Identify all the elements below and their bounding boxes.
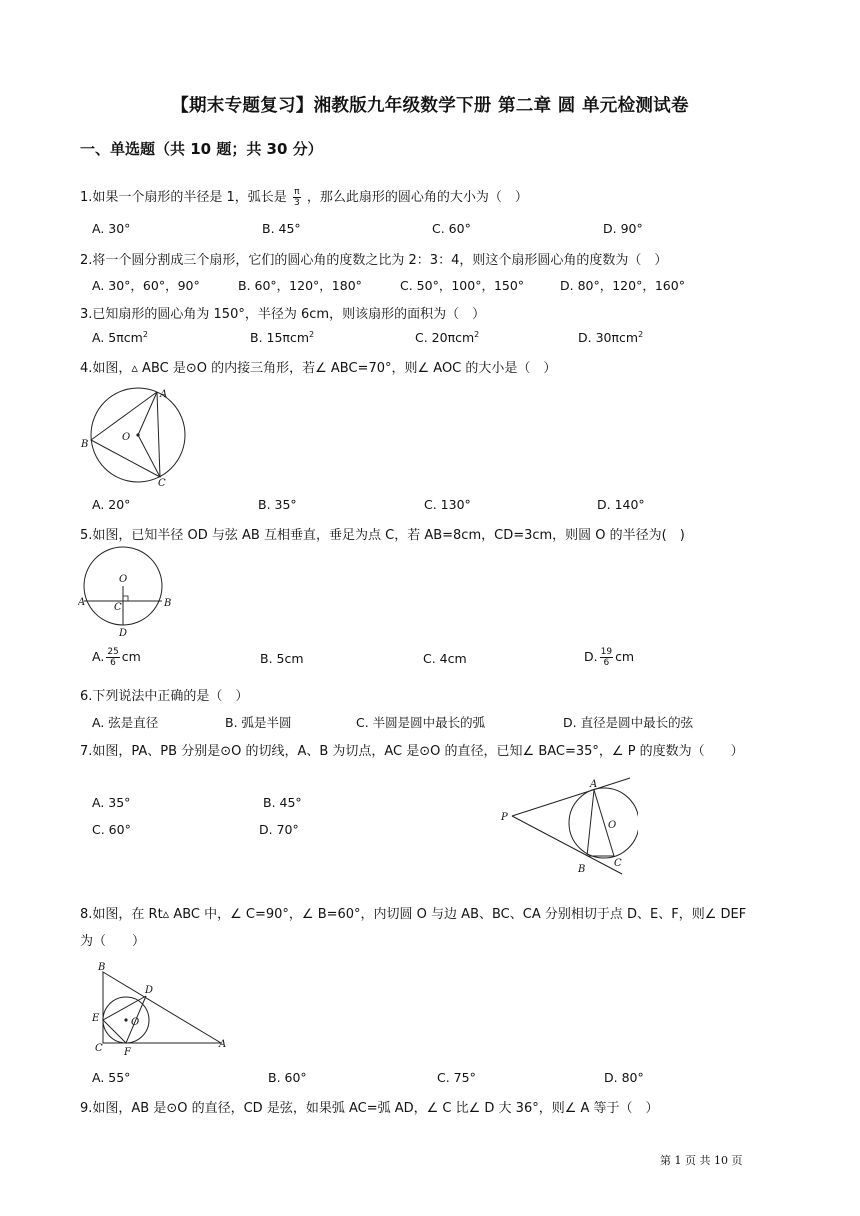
- question-3: 3.已知扇形的圆心角为 150°，半径为 6cm，则该扇形的面积为（ ）: [80, 307, 486, 322]
- q1-option-d[interactable]: D. 90°: [603, 221, 643, 236]
- q7-figure-tangents: [498, 776, 638, 880]
- q4-option-d[interactable]: D. 140°: [597, 497, 645, 512]
- fraction-numerator: π: [294, 187, 300, 197]
- q5-option-a-fraction: [106, 647, 119, 668]
- fraction-denominator: 3: [293, 198, 300, 208]
- q2-option-d[interactable]: D. 80°，120°，160°: [560, 278, 685, 293]
- fraction-denominator: 6: [110, 658, 116, 668]
- q1-option-c[interactable]: C. 60°: [432, 221, 471, 236]
- q3-option-a[interactable]: [92, 330, 148, 345]
- q5-figure-perpendicular-chord: [78, 544, 178, 638]
- q7-option-b[interactable]: B. 45°: [263, 795, 302, 810]
- q7-option-d[interactable]: D. 70°: [259, 822, 299, 837]
- question-5: 5.如图，已知半径 OD 与弦 AB 互相垂直，垂足为点 C，若 AB=8cm，CD=3cm，则圆 O 的半径为( ): [80, 528, 685, 543]
- q4-radii: [138, 392, 160, 477]
- q7-label-o: O: [608, 820, 617, 831]
- q8-label-a: A: [219, 1039, 227, 1050]
- q8-option-d[interactable]: D. 80°: [604, 1070, 644, 1085]
- fraction-numerator: 25: [107, 647, 119, 657]
- q8-option-a[interactable]: A. 55°: [92, 1070, 131, 1085]
- q3-option-b[interactable]: [250, 330, 314, 345]
- section-heading: 一、单选题（共 10 题；共 30 分）: [80, 140, 323, 158]
- q8-label-b: B: [98, 962, 106, 973]
- q2-option-c[interactable]: C. 50°，100°，150°: [400, 278, 525, 293]
- q4-label-c: C: [158, 478, 166, 486]
- q5-option-d[interactable]: [584, 647, 634, 668]
- q5-option-d-fraction: [600, 647, 613, 668]
- q5-option-a-prefix: A.: [92, 649, 105, 664]
- q5-label-a: A: [78, 597, 86, 608]
- question-8-line-2: 为（ ）: [80, 934, 146, 949]
- superscript: 2: [309, 330, 315, 339]
- question-8-line-1: 8.如图，在 Rt▵ ABC 中，∠ C=90°，∠ B=60°，内切圆 O 与边 AB、BC、CA 分别相切于点 D、E、F，则∠ DEF: [80, 907, 747, 922]
- q4-option-a[interactable]: A. 20°: [92, 497, 131, 512]
- q3-option-d-text: D. 30πcm: [578, 330, 639, 346]
- q5-option-d-prefix: D.: [584, 649, 598, 664]
- q6-option-c[interactable]: C. 半圆是圆中最长的弧: [356, 715, 486, 730]
- q8-label-e: E: [92, 1013, 100, 1024]
- q4-label-b: B: [81, 439, 89, 450]
- q6-option-a[interactable]: A. 弦是直径: [92, 715, 159, 730]
- q8-figure-incircle: [88, 958, 238, 1060]
- q8-triangle: [103, 972, 221, 1043]
- question-9: 9.如图，AB 是⊙O 的直径，CD 是弦，如果弧 AC=弧 AD，∠ C 比∠ D 大 36°，则∠ A 等于（ ）: [80, 1101, 659, 1116]
- question-1-text-b: ，那么此扇形的圆心角的大小为（ ）: [306, 190, 528, 205]
- superscript: 2: [474, 330, 480, 339]
- q8-label-f: F: [124, 1047, 131, 1058]
- q7-chord-ab: [587, 790, 594, 856]
- fraction-numerator: 19: [600, 647, 613, 657]
- q6-option-d[interactable]: D. 直径是圆中最长的弦: [563, 715, 694, 730]
- question-4: 4.如图，▵ ABC 是⊙O 的内接三角形，若∠ ABC=70°，则∠ AOC 的大小是（ ）: [80, 361, 557, 376]
- q5-label-o: O: [119, 574, 128, 585]
- q3-option-c-text: C. 20πcm: [415, 330, 475, 346]
- q8-label-c: C: [95, 1043, 103, 1054]
- arc-length-fraction: [293, 187, 301, 208]
- question-2: 2.将一个圆分割成三个扇形，它们的圆心角的度数之比为 2：3：4，则这个扇形圆心角的度数为（ ）: [80, 253, 668, 268]
- q8-option-b[interactable]: B. 60°: [268, 1070, 307, 1085]
- q8-label-o: O: [131, 1017, 140, 1028]
- q5-label-b: B: [164, 598, 172, 609]
- q7-tangent-pb: [512, 816, 622, 874]
- q8-option-c[interactable]: C. 75°: [437, 1070, 476, 1085]
- q1-option-a[interactable]: A. 30°: [92, 221, 131, 236]
- q3-option-d[interactable]: [578, 330, 643, 345]
- q5-option-a-unit: cm: [121, 649, 141, 664]
- q4-label-o: O: [122, 432, 131, 443]
- q2-option-b[interactable]: B. 60°，120°，180°: [238, 278, 362, 293]
- q4-figure-inscribed-triangle: [78, 386, 198, 486]
- fraction-denominator: 6: [603, 658, 610, 668]
- q7-label-p: P: [501, 812, 508, 823]
- q5-option-b[interactable]: B. 5cm: [260, 651, 304, 666]
- q5-label-c: C: [114, 602, 122, 613]
- q6-option-b[interactable]: B. 弧是半圆: [225, 715, 292, 730]
- page-footer: 第 1 页 共 10 页: [660, 1154, 743, 1167]
- q1-option-b[interactable]: B. 45°: [262, 221, 301, 236]
- q5-right-angle-mark: [123, 596, 128, 601]
- superscript: 2: [142, 330, 148, 339]
- q3-option-a-text: A. 5πcm: [92, 330, 143, 346]
- q8-label-d: D: [145, 985, 154, 996]
- q7-option-c[interactable]: C. 60°: [92, 822, 131, 837]
- q4-center-dot: [136, 433, 139, 436]
- q7-label-b: B: [578, 864, 586, 875]
- q4-option-c[interactable]: C. 130°: [424, 497, 471, 512]
- q3-option-b-text: B. 15πcm: [250, 330, 310, 346]
- q5-option-c[interactable]: C. 4cm: [423, 651, 467, 666]
- q7-label-a: A: [590, 779, 598, 790]
- q7-label-c: C: [614, 858, 622, 869]
- question-1: [80, 186, 528, 208]
- q5-label-d: D: [119, 628, 128, 638]
- question-6: 6.下列说法中正确的是（ ）: [80, 689, 249, 704]
- q5-option-a[interactable]: [92, 647, 141, 668]
- q4-option-b[interactable]: B. 35°: [258, 497, 297, 512]
- q5-option-d-unit: cm: [615, 649, 635, 664]
- question-1-text-a: 1.如果一个扇形的半径是 1，弧长是: [80, 190, 287, 205]
- q4-label-a: A: [160, 389, 168, 400]
- page-title: 【期末专题复习】湘教版九年级数学下册 第二章 圆 单元检测试卷: [171, 96, 689, 116]
- question-7: 7.如图，PA、PB 分别是⊙O 的切线，A、B 为切点，AC 是⊙O 的直径，已知∠ BAC=35°，∠ P 的度数为（ ）: [80, 744, 744, 759]
- q3-option-c[interactable]: [415, 330, 479, 345]
- q8-center-dot: [124, 1018, 127, 1021]
- superscript: 2: [638, 330, 644, 339]
- q2-option-a[interactable]: A. 30°，60°，90°: [92, 278, 200, 293]
- q7-option-a[interactable]: A. 35°: [92, 795, 131, 810]
